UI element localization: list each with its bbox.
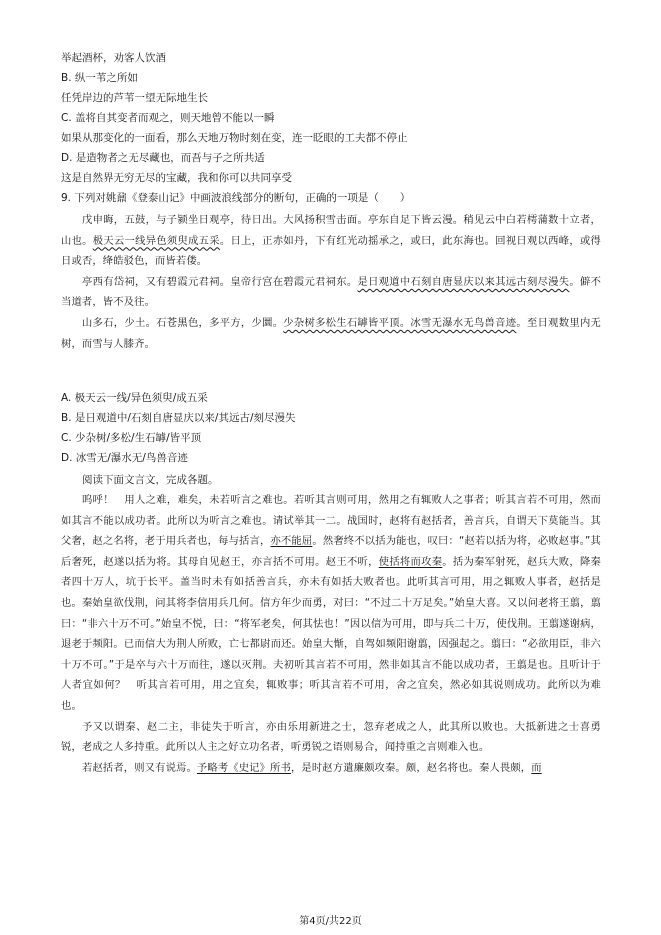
underline-4: 而 [531, 761, 542, 774]
passage-intro: 阅读下面文言文，完成各题。 [82, 474, 219, 486]
q9-option-b: B. 是日观道中/石刻自唐显庆以来/其远古/刻尽漫失 [61, 412, 296, 424]
q9-option-d: D. 冰雪无/瀑水无/鸟兽音迹 [61, 452, 188, 464]
option-c-translation: 如果从那变化的一面看，那么天地万物时刻在变，连一眨眼的工夫都不停止 [61, 132, 408, 144]
q9-option-a: A. 极天云一线/异色须臾/成五采 [61, 392, 208, 404]
question-9-options [61, 388, 601, 468]
wavy-underline-1: 极天云一线异色须臾成五采 [92, 234, 220, 247]
excerpt-paragraph-3: 山多石，少土。石苍黑色，多平方，少圜。少杂树多松生石罅皆平顶。冰雪无瀑水无鸟兽音迹。至日观数里内无树，而雪与人膝齐。 [61, 316, 601, 350]
option-a-translation: 举起酒杯，劝客人饮酒 [61, 52, 166, 64]
page-footer: 第4页/共22页 [299, 916, 362, 927]
wavy-underline-3: 少杂树多松生石罅皆平顶。冰雪无瀑水无鸟兽音迹 [283, 316, 517, 329]
options-top [61, 48, 601, 208]
option-d-label: D. 是造物者之无尽藏也，而吾与子之所共适 [61, 152, 265, 164]
excerpt-paragraph-1: 戊申晦，五鼓，与子颍坐日观亭，待日出。大风扬积雪击面。亭东自足下皆云漫。稍见云中白若樗蒲数十立者，山也。极天云一线异色须臾成五采。日上，正赤如丹，下有红光动摇承之，或曰，此东海也。回视日观以西峰，或得日或否，绛皓驳色，而皆若偻。 [61, 214, 601, 268]
classical-passage [61, 470, 601, 778]
option-b-translation: 任凭岸边的芦苇一望无际地生长 [61, 92, 208, 104]
passage-paragraph-1: 呜呼！ 用人之难，难矣，未若听言之难也。若听其言则可用，然用之有辄败人之事者；听其言若不可用，然而如其言不能以成功者。此所以为听言之难也。请试举其一二。战国时，赵将有赵括者，善言兵，自谓天下莫能当。其父奢，赵之名将，老于用兵者也，每与括言，亦不能屈。然奢终不以括为能也，叹曰：“赵若以括为将，必败赵事。”其后奢死，赵遂以括为将。其母自见赵王，亦言括不可用。赵王不听，使括将而攻秦。括为秦军射死，赵兵大败，降秦者四十万人，坑于长平。盖当时未有如括善言兵，亦未有如括大败者也。此听其言可用，用之辄败人事者，赵括是也。秦始皇欲伐荆，问其将李信用兵几何。信方年少而勇，对曰：“不过二十万足矣。”始皇大喜。又以问老将王翦，翦曰：“非六十万不可。”始皇不悦，曰：“将军老矣，何其怯也！”因以信为可用，即与兵二十万，使伐荆。王翦遂谢病，退老于频阳。已而信大为荆人所败，亡七都尉而还。始皇大惭，自驾如频阳谢翦，因强起之。翦曰：“必欲用臣，非六十万不可。”于是卒与六十万而往，遂以灭荆。夫初听其言若不可用，然非如其言不能以成功者，王翦是也。且听计于人者宜如何？ 听其言若可用，用之宜矣，辄败事；听其言若不可用，舍之宜矣，然必如其说则成功。此所以为难也。 [61, 494, 602, 712]
option-b-label: B. 纵一苇之所如 [61, 72, 138, 84]
underline-2: 使括将而攻秦 [378, 555, 443, 568]
underline-1: 亦不能屈 [270, 535, 313, 548]
option-d-translation: 这是自然界无穷无尽的宝藏，我和你可以共同享受 [61, 172, 292, 184]
option-c-label: C. 盖将自其变者而观之，则天地曾不能以一瞬 [61, 112, 275, 124]
excerpt-paragraph-2: 亭西有岱祠，又有碧霞元君祠。皇帝行宫在碧霞元君祠东。是日观道中石刻自唐显庆以来其远古刻尽漫失。僻不当道者，皆不及往。 [61, 275, 602, 309]
underline-3: 予略考《史记》所书 [196, 761, 291, 774]
passage-paragraph-3: 若赵括者，则又有说焉。予略考《史记》所书，是时赵方遣廉颇攻秦。颇，赵名将也。秦人畏颇，而 [82, 761, 542, 774]
passage-paragraph-2: 予又以谓秦、赵二主，非徒失于听言，亦由乐用新进之士，忽弃老成之人，此其所以败也。大抵新进之士喜勇锐，老成之人多持重。此所以人主之好立功名者，听勇锐之语则易合，闻持重之言则难入也。 [61, 720, 601, 754]
question-9-stem: 9. 下列对姚鼐《登泰山记》中画波浪线部分的断句，正确的一项是（ ） [61, 192, 411, 204]
q9-option-c: C. 少杂树/多松/生石罅/皆平顶 [61, 432, 202, 444]
wavy-underline-2: 是日观道中石刻自唐显庆以来其远古刻尽漫失 [357, 275, 570, 288]
question-9-excerpt [61, 210, 601, 354]
